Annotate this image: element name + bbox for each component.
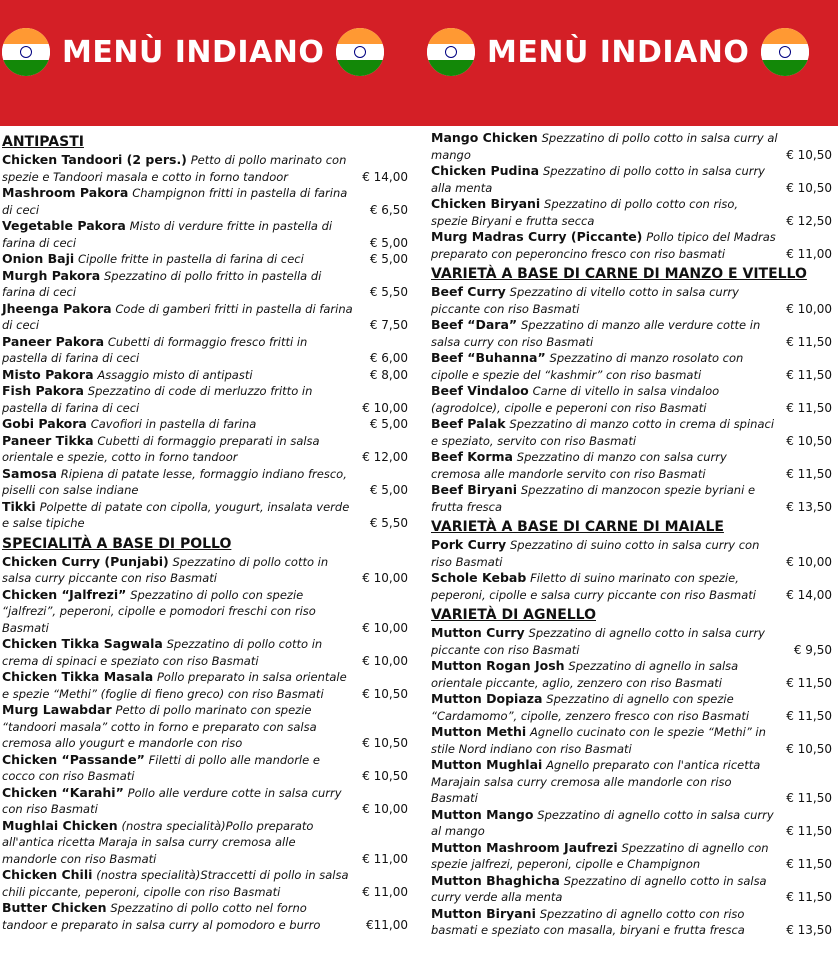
menu-item (2, 367, 412, 384)
menu-item (431, 840, 836, 873)
menu-item-text (2, 301, 412, 334)
dish-price: € 5,50 (369, 285, 408, 299)
dish-description: Polpette di patate con cipolla, yougurt, insalata verde e salse tipiche (2, 499, 350, 530)
menu-item (2, 554, 412, 587)
menu-item (431, 317, 836, 350)
dish-description: Misto di verdure fritte in pastella di farina di ceci (2, 219, 333, 250)
dish-description: Filetti di pollo alle mandorle e cocco con riso Basmati (2, 752, 320, 783)
menu-item-text (431, 284, 836, 317)
dish-name: Mashroom Pakora (2, 185, 129, 200)
menu-item-text (431, 482, 836, 515)
dish-description: Champignon fritti in pastella di farina di ceci (2, 186, 348, 217)
dish-description: Pollo preparato in salsa orientale e spezie “Methi” (foglie di fieno greco) con riso Basmati (2, 670, 347, 701)
dish-price: € 11,50 (786, 857, 832, 871)
dish-price: € 5,00 (369, 252, 408, 266)
menu-item-text (431, 570, 836, 603)
dish-price: € 11,50 (786, 708, 832, 723)
dish-name: Chicken Biryani (431, 196, 541, 211)
dish-price: € 11,50 (786, 367, 832, 382)
header-banner (0, 0, 838, 126)
menu-item (2, 702, 412, 752)
indian-flag-icon (336, 28, 384, 76)
menu-item (431, 196, 836, 229)
dish-price: € 5,00 (369, 417, 408, 431)
menu-item-text (431, 163, 836, 196)
menu-item-text (431, 196, 836, 229)
dish-price: € 11,50 (786, 400, 832, 415)
section-title-antipasti: ANTIPASTI (2, 134, 84, 150)
dish-name: Chicken Tandoori (2 pers.) (2, 152, 187, 167)
dish-name: Mutton Methi (431, 724, 527, 739)
menu-item-text (2, 152, 412, 185)
dish-price: € 10,50 (362, 769, 408, 783)
dish-name: Chicken Chili (2, 867, 93, 882)
dish-name: Mutton Mashroom Jaufrezi (431, 839, 618, 855)
dish-name: Onion Baji (2, 251, 75, 266)
dish-name: Chicken Tikka Masala (2, 669, 154, 684)
dish-name: Mughlai Chicken (2, 817, 118, 833)
dish-description: (nostra specialità)Straccetti di pollo in salsa chili piccante, peperoni, cipolle con riso Basmati (2, 868, 349, 899)
menu-item (2, 152, 412, 185)
menu-item (2, 433, 412, 466)
dish-price: € 10,50 (786, 180, 832, 195)
dish-description: Spezzatino di agnello in salsa orientale piccante, aglio, zenzero con riso Basmati (431, 659, 739, 690)
menu-item (2, 268, 412, 301)
menu-item-text (2, 867, 412, 900)
dish-price: € 10,50 (362, 736, 408, 750)
menu-item (431, 658, 836, 691)
menu-item-text (431, 807, 836, 840)
dish-name: Jheenga Pakora (2, 300, 112, 316)
menu-item-text (431, 350, 836, 383)
dish-price: €11,00 (366, 917, 408, 932)
dish-name: Mutton Biryani (431, 905, 536, 921)
dish-price: € 10,50 (786, 433, 832, 448)
dish-name: Tikki (2, 498, 36, 514)
dish-price: € 14,00 (786, 587, 832, 602)
dish-price: € 10,00 (362, 400, 408, 415)
menu-item-text (431, 873, 836, 906)
dish-price: € 10,50 (786, 147, 832, 162)
dish-name: Mutton Mughlai (431, 757, 543, 772)
dish-price: € 11,50 (786, 890, 832, 904)
dish-price: € 11,50 (786, 334, 832, 349)
menu-item-text (2, 587, 412, 637)
dish-description: Spezzatino di agnello cotto con riso basmati e speziato con masalla, biryani e frutta fresca (431, 906, 745, 937)
dish-name: Chicken “Karahi” (2, 784, 124, 800)
dish-description: Petto di pollo marinato con spezie e Tandoori masala e cotto in forno tandoor (2, 153, 347, 184)
dish-price: € 10,50 (786, 741, 832, 756)
menu-item-text (431, 317, 836, 350)
header-left (2, 22, 384, 82)
dish-price: € 11,50 (786, 675, 832, 690)
dish-description: Spezzatino di suino cotto in salsa curry con riso Basmati (431, 538, 760, 569)
dish-price: € 11,50 (786, 466, 832, 481)
dish-name: Chicken “Passande” (2, 751, 145, 767)
dish-name: Beef Palak (431, 416, 506, 431)
dish-name: Fish Pakora (2, 383, 84, 398)
menu-item (431, 130, 836, 163)
dish-description: Cubetti di formaggio preparati in salsa orientale e spezie, cotto in forno tandoor (2, 433, 320, 464)
dish-description: Spezzatino di agnello cotto in salsa curry verde alla menta (431, 873, 767, 904)
dish-name: Chicken “Jalfrezi” (2, 586, 127, 602)
menu-item-text (2, 218, 412, 251)
menu-item (2, 818, 412, 868)
menu-item (431, 724, 836, 757)
dish-price: € 10,00 (362, 653, 408, 668)
menu-item-text (2, 416, 412, 433)
dish-price: € 10,50 (362, 686, 408, 701)
dish-name: Butter Chicken (2, 900, 107, 915)
dish-price: € 11,50 (786, 791, 832, 805)
dish-name: Mutton Mango (431, 806, 534, 822)
indian-flag-icon (2, 28, 50, 76)
dish-description: Spezzatino di code di merluzzo fritto in pastella di farina di ceci (2, 384, 313, 415)
menu-item (431, 570, 836, 603)
menu-item-text (2, 669, 412, 702)
dish-name: Chicken Pudina (431, 163, 540, 178)
dish-price: € 12,50 (786, 213, 832, 228)
dish-description: Petto di pollo marinato con spezie “tandoori masala” cotto in forno e preparato con salsa cremosa allo yougurt e mandorle con riso (2, 703, 317, 750)
dish-description: Spezzatino di manzo con salsa curry cremosa alle mandorle servito con riso Basmati (431, 450, 727, 481)
menu-item-text (2, 466, 412, 499)
menu-item (431, 229, 836, 262)
menu-item-text (2, 367, 412, 384)
menu-item-text (431, 625, 836, 658)
menu-item-text (2, 702, 412, 752)
dish-name: Mutton Dopiaza (431, 691, 543, 706)
dish-name: Chicken Tikka Sagwala (2, 636, 163, 651)
dish-name: Beef Vindaloo (431, 383, 529, 398)
dish-description: Cubetti di formaggio fresco fritti in pastella di farina di ceci (2, 334, 308, 365)
dish-description: Assaggio misto di antipasti (97, 367, 253, 382)
dish-price: € 5,50 (369, 516, 408, 530)
menu-item (431, 350, 836, 383)
menu-item-text (431, 130, 836, 163)
menu-item (2, 383, 412, 416)
dish-description: Spezzatino di vitello cotto in salsa curry piccante con riso Basmati (431, 285, 739, 316)
dish-price: € 5,00 (369, 483, 408, 497)
menu-item (431, 383, 836, 416)
dish-name: Misto Pakora (2, 366, 94, 382)
menu-item (431, 284, 836, 317)
menu-item (431, 757, 836, 807)
menu-title: MENÙ INDIANO (62, 34, 325, 70)
dish-description: Spezzatino di pollo fritto in pastella di farina di ceci (2, 268, 322, 299)
dish-price: € 9,50 (793, 642, 832, 657)
dish-description: Code di gamberi fritti in pastella di farina di ceci (2, 301, 353, 332)
menu-item-text (2, 554, 412, 587)
dish-description: Agnello preparato con l'antica ricetta Marajain salsa curry cremosa alle mandorle con riso Basmati (431, 758, 761, 805)
dish-description: Ripiena di patate lesse, formaggio indiano fresco, piselli con salse indiane (2, 466, 347, 497)
dish-description: Cipolle fritte in pastella di farina di ceci (78, 252, 304, 266)
indian-flag-icon (761, 28, 809, 76)
dish-price: € 13,50 (786, 923, 832, 937)
dish-name: Gobi Pakora (2, 416, 87, 431)
dish-name: Vegetable Pakora (2, 218, 126, 233)
dish-description: Spezzatino di agnello cotto in salsa curry al mango (431, 807, 774, 838)
dish-description: Filetto di suino marinato con spezie, peperoni, cipolle e salsa curry piccante con riso Basmati (431, 571, 756, 602)
menu-item-text (431, 840, 836, 873)
dish-price: € 11,50 (786, 824, 832, 838)
menu-item-text (431, 416, 836, 449)
dish-name: Chicken Curry (Punjabi) (2, 553, 169, 569)
menu-item (2, 218, 412, 251)
dish-description: Spezzatino di manzo alle verdure cotte in salsa curry con riso Basmati (431, 318, 761, 349)
section-title-variet-di-agnello: VARIETÀ DI AGNELLO (431, 607, 596, 623)
menu-item (2, 334, 412, 367)
dish-description: Spezzatino di agnello con spezie “Cardamomo”, cipolle, zenzero fresco con riso Basmati (431, 692, 750, 723)
menu-column-right (431, 130, 836, 939)
menu-item (2, 466, 412, 499)
dish-price: € 14,00 (362, 169, 408, 184)
dish-price: € 13,50 (786, 499, 832, 514)
menu-item-text (2, 334, 412, 367)
menu-item (2, 785, 412, 818)
dish-name: Beef Korma (431, 449, 513, 464)
dish-description: Spezzatino di pollo cotto con riso, spezie Biryani e frutta secca (431, 197, 739, 228)
menu-item (431, 537, 836, 570)
dish-name: Beef Curry (431, 284, 506, 299)
menu-item-text (431, 658, 836, 691)
dish-description: Spezzatino di pollo con spezie “jalfrezi”, peperoni, cipolle e pomodori freschi con riso Basmati (2, 587, 316, 635)
dish-description: Spezzatino di agnello cotto in salsa curry piccante con riso Basmati (431, 626, 765, 657)
dish-description: Spezzatino di pollo cotto nel forno tandoor e preparato in salsa curry al pomodoro e burro (2, 901, 321, 932)
menu-item (431, 691, 836, 724)
section-title-specialit-a-base-di-pollo: SPECIALITÀ A BASE DI POLLO (2, 535, 232, 552)
menu-item-text (2, 185, 412, 218)
menu-item (431, 873, 836, 906)
menu-item (431, 449, 836, 482)
dish-description: Spezzatino di manzo cotto in crema di spinaci e speziato, servito con riso Basmati (431, 417, 775, 448)
dish-name: Mango Chicken (431, 130, 538, 145)
menu-item (2, 669, 412, 702)
dish-name: Mutton Rogan Josh (431, 658, 565, 673)
menu-item-text (2, 268, 412, 301)
menu-column-left (2, 130, 412, 933)
dish-name: Paneer Pakora (2, 333, 105, 349)
menu-item (2, 867, 412, 900)
menu-item-text (431, 449, 836, 482)
dish-name: Pork Curry (431, 537, 507, 552)
section-title-variet-a-base-di-carne-di-maiale: VARIETÀ A BASE DI CARNE DI MAIALE (431, 519, 724, 535)
menu-item (2, 185, 412, 218)
menu-item (431, 807, 836, 840)
menu-item (2, 636, 412, 669)
dish-name: Mutton Curry (431, 625, 525, 640)
dish-name: Murgh Pakora (2, 267, 101, 283)
menu-item-text (431, 537, 836, 570)
dish-price: € 11,00 (362, 884, 408, 899)
menu-item-text (431, 383, 836, 416)
dish-price: € 12,00 (362, 450, 408, 464)
menu-item (2, 416, 412, 433)
dish-price: € 6,00 (369, 351, 408, 365)
dish-description: Spezzatino di pollo cotto in crema di spinaci e speziato con riso Basmati (2, 637, 323, 668)
menu-item-text (2, 900, 412, 933)
menu-item-text (2, 785, 412, 818)
dish-description: Spezzatino di agnello con spezie jalfrezi, peperoni, cipolle e Champignon (431, 840, 769, 871)
dish-description: Spezzatino di pollo cotto in salsa curry alla menta (431, 164, 765, 195)
menu-item-text (2, 251, 412, 268)
menu-item (2, 587, 412, 637)
menu-item-text (2, 636, 412, 669)
menu-item-text (431, 724, 836, 757)
dish-description: Spezzatino di pollo cotto in salsa curry piccante con riso Basmati (2, 554, 329, 585)
menu-item (431, 625, 836, 658)
menu-item-text (2, 499, 412, 532)
menu-title: MENÙ INDIANO (487, 34, 750, 70)
menu-item-text (2, 818, 412, 868)
dish-name: Samosa (2, 465, 57, 481)
dish-price: € 7,50 (369, 318, 408, 332)
menu-item-text (431, 757, 836, 807)
dish-price: € 8,00 (369, 367, 408, 382)
menu-item (2, 301, 412, 334)
menu-item (2, 752, 412, 785)
dish-name: Beef Biryani (431, 482, 518, 497)
section-title-variet-a-base-di-carne-di-manzo-e-vitello: VARIETÀ A BASE DI CARNE DI MANZO E VITELLO (431, 266, 807, 282)
dish-name: Paneer Tikka (2, 432, 94, 448)
dish-price: € 10,00 (786, 554, 832, 569)
dish-description: Spezzatino di pollo cotto in salsa curry al mango (431, 131, 778, 162)
dish-description: Carne di vitello in salsa vindaloo (agrodolce), cipolle e peperoni con riso Basmati (431, 384, 720, 415)
menu-item-text (2, 383, 412, 416)
dish-price: € 10,00 (362, 620, 408, 635)
menu-item (431, 416, 836, 449)
dish-price: € 11,00 (362, 851, 408, 866)
menu-item-text (2, 752, 412, 785)
dish-price: € 10,00 (786, 301, 832, 316)
menu-item-text (431, 229, 836, 262)
menu-item (431, 906, 836, 939)
menu-item (2, 499, 412, 532)
dish-description: Cavofiori in pastella di farina (90, 417, 257, 431)
dish-name: Murg Lawabdar (2, 702, 112, 717)
dish-name: Beef “Buhanna” (431, 350, 546, 365)
menu-item (2, 251, 412, 268)
dish-description: Agnello cucinato con le spezie “Methi” in stile Nord indiano con riso Basmati (431, 725, 766, 756)
menu-item-text (2, 433, 412, 466)
dish-price: € 6,50 (369, 202, 408, 217)
menu-item-text (431, 691, 836, 724)
dish-name: Schole Kebab (431, 570, 527, 585)
dish-price: € 10,00 (362, 571, 408, 585)
dish-price: € 11,00 (786, 246, 832, 261)
dish-name: Mutton Bhaghicha (431, 872, 560, 888)
dish-name: Beef “Dara” (431, 317, 518, 332)
dish-description: Spezzatino di manzocon spezie byriani e frutta fresca (431, 483, 756, 514)
dish-description: Pollo tipico del Madras preparato con peperoncino fresco con riso basmati (431, 230, 776, 261)
dish-price: € 5,00 (369, 235, 408, 250)
indian-flag-icon (427, 28, 475, 76)
menu-item (431, 163, 836, 196)
header-right (427, 22, 809, 82)
menu-item (431, 482, 836, 515)
menu-item (2, 900, 412, 933)
dish-description: (nostra specialità)Pollo preparato all'antica ricetta Maraja in salsa curry cremosa alle mandorle con riso Basmati (2, 818, 314, 866)
dish-price: € 10,00 (362, 802, 408, 816)
dish-description: Pollo alle verdure cotte in salsa curry con riso Basmati (2, 785, 342, 816)
dish-description: Spezzatino di manzo rosolato con cipolle e spezie del “kashmir” con riso basmati (431, 351, 744, 382)
menu-item-text (431, 906, 836, 939)
dish-name: Murg Madras Curry (Piccante) (431, 229, 643, 244)
